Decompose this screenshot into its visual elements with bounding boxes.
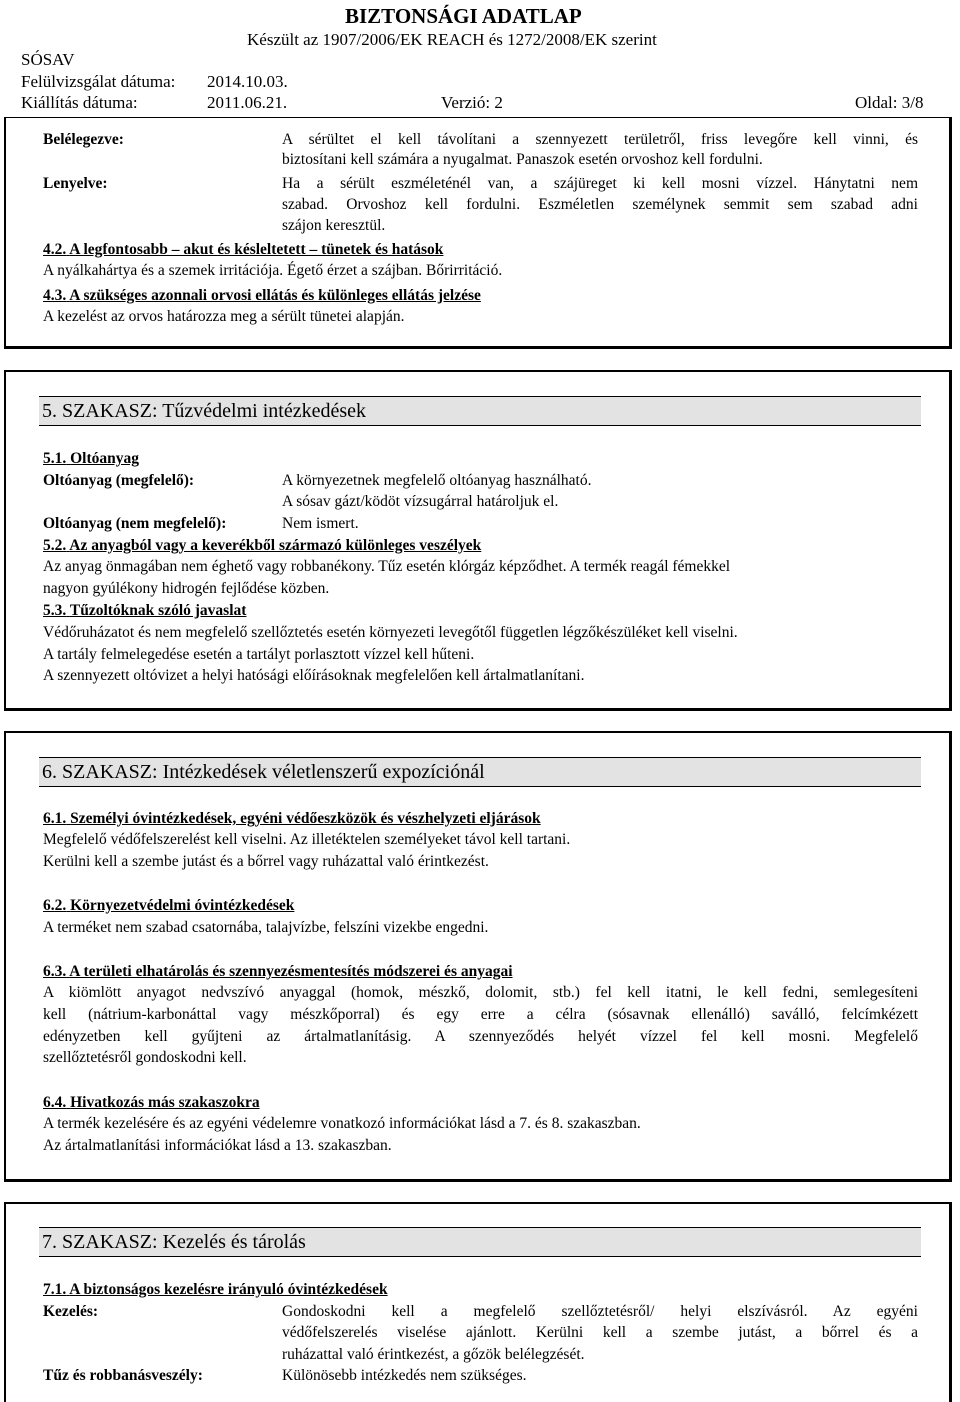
- subsection-6-1-heading: [43, 809, 541, 829]
- subsection-5-1-number: 5.1.: [43, 450, 67, 467]
- product-name: SÓSAV: [21, 50, 75, 69]
- reference-text-1: A termék kezelésére és az egyéni védelemre vonatkozó információkat lásd a 7. és 8. szakaszban.: [43, 1115, 641, 1132]
- unsuitable-media-value: Nem ismert.: [282, 515, 359, 532]
- subsection-5-2-number: 5.2.: [43, 537, 67, 554]
- revision-date: 2014.10.03.: [207, 72, 288, 91]
- section7-heading: 7. SZAKASZ: Kezelés és tárolás: [39, 1227, 921, 1257]
- medical-treatment-text: A kezelést az orvos határozza meg a sérült tünetei alapján.: [43, 308, 405, 325]
- containment-text-2: kell (nátrium-karbonáttal vagy mészkőporral) és egy erre a célra (sósavnak ellenálló) saválló, felcímkézett: [43, 1006, 918, 1023]
- subsection-6-3-title: A területi elhatárolás és szennyezésmentesítés módszerei és anyagai: [69, 963, 513, 980]
- ingestion-label: Lenyelve:: [43, 175, 108, 192]
- regulation-subtitle: Készült az 1907/2006/EK REACH és 1272/2008/EK szerint: [247, 30, 657, 49]
- personal-precautions-text-1: Megfelelő védőfelszerelést kell viselni. Az illetéktelen személyeket távol kell tartani.: [43, 831, 571, 848]
- subsection-6-1-title: Személyi óvintézkedések, egyéni védőeszközök és vészhelyzeti eljárások: [70, 810, 541, 827]
- section5-heading: 5. SZAKASZ: Tűzvédelmi intézkedések: [39, 396, 921, 426]
- subsection-5-3-title: Tűzoltóknak szóló javaslat: [69, 602, 247, 619]
- version: Verzió: 2: [441, 93, 503, 112]
- ingestion-text-2: szabad. Orvoshoz kell fordulni. Eszméletlen személynek semmit sem szabad adni: [282, 196, 918, 213]
- subsection-6-4-number: 6.4.: [43, 1094, 67, 1111]
- subsection-5-3-number: 5.3.: [43, 602, 67, 619]
- handling-text-3: ruházattal való érintkezést, a gőzök belélegzését.: [282, 1346, 585, 1363]
- ingestion-text-1: Ha a sérült eszméleténél van, a szájüreget ki kell mosni vízzel. Hánytatni nem: [282, 175, 918, 192]
- section6-heading: 6. SZAKASZ: Intézkedések véletlenszerű expozíciónál: [39, 757, 921, 787]
- subsection-7-1-title: A biztonságos kezelésre irányuló óvintézkedések: [69, 1281, 388, 1298]
- inhalation-label: Belélegezve:: [43, 131, 124, 148]
- subsection-6-4-heading: [43, 1093, 260, 1113]
- page-number: Oldal: 3/8: [855, 93, 924, 112]
- suitable-media-text-1: A környezetnek megfelelő oltóanyag használható.: [282, 472, 592, 489]
- handling-text-1: Gondoskodni kell a megfelelő szellőztetésről/ helyi elszívásról. Az egyéni: [282, 1303, 918, 1320]
- subsection-6-2-number: 6.2.: [43, 897, 67, 914]
- issue-label: Kiállítás dátuma:: [21, 93, 138, 112]
- document-title: BIZTONSÁGI ADATLAP: [345, 4, 582, 28]
- ingestion-text-3: szájon keresztül.: [282, 217, 386, 234]
- subsection-6-1-number: 6.1.: [43, 810, 67, 827]
- unsuitable-media-label: Oltóanyag (nem megfelelő):: [43, 515, 227, 532]
- reference-text-2: Az ártalmatlanítási információkat lásd a 13. szakaszban.: [43, 1137, 392, 1154]
- subsection-5-3-heading: [43, 601, 246, 621]
- subsection-5-2-title: Az anyagból vagy a keverékből származó különleges veszélyek: [69, 537, 482, 554]
- subsection-5-2-heading: [43, 536, 481, 556]
- subsection-6-2-heading: [43, 896, 294, 916]
- environmental-precautions-text: A terméket nem szabad csatornába, talajvízbe, felszíni vizekbe engedni.: [43, 919, 489, 936]
- handling-label: Kezelés:: [43, 1303, 99, 1320]
- symptoms-text: A nyálkahártya és a szemek irritációja. Égető érzet a szájban. Bőrirritáció.: [43, 262, 503, 279]
- suitable-media-label: Oltóanyag (megfelelő):: [43, 472, 195, 489]
- subsection-4-3-title: A szükséges azonnali orvosi ellátás és különleges ellátás jelzése: [69, 287, 481, 304]
- subsection-4-3-number: 4.3.: [43, 287, 67, 304]
- handling-text-2: védőfelszerelés viselése ajánlott. Kerülni kell a szembe jutást, a bőrrel és a: [282, 1324, 918, 1341]
- subsection-4-2-title: A legfontosabb – akut és késleltetett – tünetek és hatások: [69, 241, 444, 258]
- subsection-6-3-heading: [43, 962, 513, 982]
- special-hazards-text-2: nagyon gyúlékony hidrogén fejlődése közben.: [43, 580, 330, 597]
- subsection-6-3-number: 6.3.: [43, 963, 67, 980]
- containment-text-3: edényzetben kell gyűjteni az ártalmatlanításig. A szennyeződés helyét vízzel fel kell mosni. Megfelelő: [43, 1028, 918, 1045]
- subsection-7-1-number: 7.1.: [43, 1281, 67, 1298]
- subsection-4-3-heading: [43, 286, 481, 306]
- personal-precautions-text-2: Kerülni kell a szembe jutást és a bőrrel vagy ruházattal való érintkezést.: [43, 853, 489, 870]
- subsection-6-2-title: Környezetvédelmi óvintézkedések: [70, 897, 295, 914]
- firefighter-advice-text-2: A tartály felmelegedése esetén a tartályt porlasztott vízzel kell hűteni.: [43, 646, 475, 663]
- subsection-4-2-heading: [43, 240, 443, 260]
- firefighter-advice-text-1: Védőruházatot és nem megfelelő szellőztetés esetén környezeti levegőtől független légzőkészüléket kell viselni.: [43, 624, 738, 641]
- subsection-5-1-title: Oltóanyag: [70, 450, 140, 467]
- containment-text-4: szellőztetésről gondoskodni kell.: [43, 1049, 247, 1066]
- suitable-media-text-2: A sósav gázt/ködöt vízsugárral határoljuk el.: [282, 493, 559, 510]
- fire-explosion-label: Tűz és robbanásveszély:: [43, 1367, 203, 1384]
- firefighter-advice-text-3: A szennyezett oltóvizet a helyi hatósági előírásoknak megfelelően kell ártalmatlanítani.: [43, 667, 585, 684]
- inhalation-text-1: A sérültet el kell távolítani a szennyezett területről, friss levegőre kell vinni, és: [282, 131, 918, 148]
- special-hazards-text-1: Az anyag önmagában nem éghető vagy robbanékony. Tűz esetén klórgáz képződhet. A termék reagál fémekkel: [43, 558, 731, 575]
- revision-label: Felülvizsgálat dátuma:: [21, 72, 176, 91]
- issue-date: 2011.06.21.: [207, 93, 288, 112]
- subsection-6-4-title: Hivatkozás más szakaszokra: [70, 1094, 260, 1111]
- containment-text-1: A kiömlött anyagot nedvszívó anyaggal (homok, mészkő, dolomit, stb.) fel kell itatni, le kell fedni, semlegesíteni: [43, 984, 918, 1001]
- subsection-4-2-number: 4.2.: [43, 241, 67, 258]
- inhalation-text-2: biztosítani kell számára a nyugalmat. Panaszok esetén orvoshoz kell fordulni.: [282, 151, 763, 168]
- subsection-7-1-heading: [43, 1280, 388, 1300]
- subsection-5-1-heading: [43, 449, 139, 469]
- fire-explosion-value: Különösebb intézkedés nem szükséges.: [282, 1367, 527, 1384]
